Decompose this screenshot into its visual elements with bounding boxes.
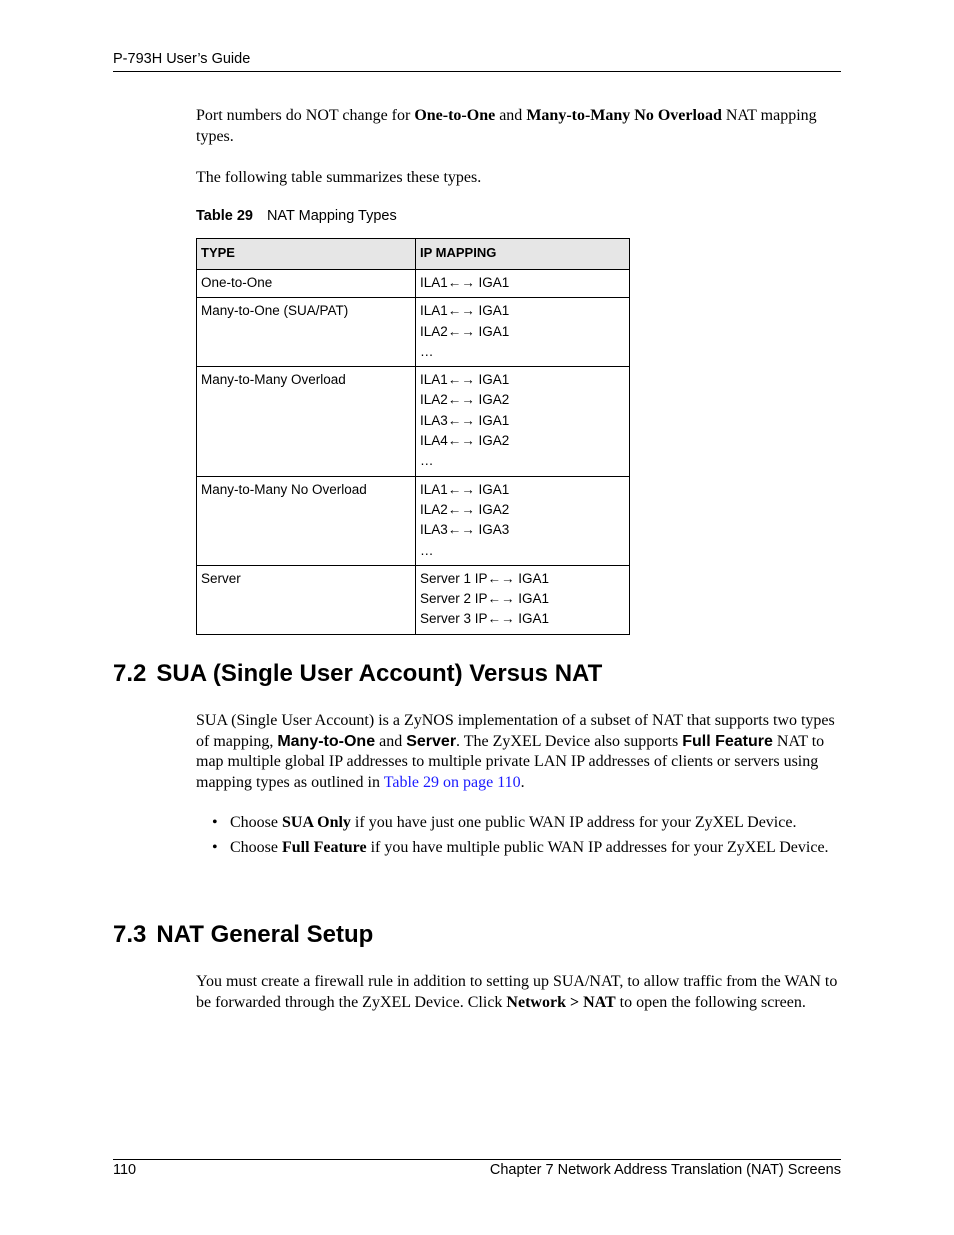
mapping-cell: ILA1←→ IGA1 ILA2←→ IGA2 ILA3←→ IGA1 ILA4←→ IGA2 …: [416, 367, 630, 476]
table-row: [197, 565, 630, 634]
intro-paragraph: Port numbers do NOT change for One-to-One and Many-to-Many No Overload NAT mapping types.: [196, 107, 817, 145]
mapping-cell: ILA1←→ IGA1 ILA2←→ IGA1 …: [416, 298, 630, 367]
chapter-title: Chapter 7 Network Address Translation (NAT) Screens: [489, 1162, 841, 1178]
table-row: [197, 270, 630, 298]
table-29-link[interactable]: Table 29 on page 110: [383, 773, 521, 791]
nat-setup-paragraph: You must create a firewall rule in addition to setting up SUA/NAT, to allow traffic from the WAN to be forwarded through the ZyXEL Device. Click Network > NAT to open the following screen.: [196, 973, 838, 1011]
mapping-cell: Server 1 IP←→ IGA1 Server 2 IP←→ IGA1 Server 3 IP←→ IGA1: [416, 565, 630, 634]
bullet-icon: •: [212, 838, 218, 856]
column-header-ip-mapping: IP MAPPING: [416, 239, 630, 270]
table-row: [197, 476, 630, 565]
type-cell: Server: [197, 565, 416, 634]
nat-mapping-table: [196, 238, 630, 635]
type-cell: Many-to-One (SUA/PAT): [197, 298, 416, 367]
list-item: • Choose Full Feature if you have multiple public WAN IP addresses for your ZyXEL Device.: [212, 838, 842, 859]
bullet-list: [212, 813, 842, 862]
list-item: • Choose SUA Only if you have just one public WAN IP address for your ZyXEL Device.: [212, 813, 842, 834]
section-heading-7-2: 7.2 SUA (Single User Account) Versus NAT: [113, 660, 603, 687]
type-cell: Many-to-Many No Overload: [197, 476, 416, 565]
mapping-cell: ILA1←→ IGA1 ILA2←→ IGA2 ILA3←→ IGA3 …: [416, 476, 630, 565]
table-header-row: [197, 239, 630, 270]
type-cell: Many-to-Many Overload: [197, 367, 416, 476]
mapping-cell: ILA1←→ IGA1: [416, 270, 630, 298]
running-header: P-793H User’s Guide: [113, 51, 251, 67]
page-number: 110: [113, 1162, 137, 1178]
sua-paragraph: SUA (Single User Account) is a ZyNOS implementation of a subset of NAT that supports two types of mapping, Many-to-One and Server. The ZyXEL Device also supports Full Feature NAT to map multiple global IP addresses to multiple private LAN IP addresses of clients or servers using mapping types as outlined in Table 29 on page 110.: [196, 712, 835, 791]
table-intro-paragraph: The following table summarizes these types.: [196, 169, 482, 186]
table-row: [197, 367, 630, 476]
table-row: [197, 298, 630, 367]
table-caption: Table 29 NAT Mapping Types: [196, 208, 397, 224]
footer-rule: [113, 1159, 841, 1160]
type-cell: One-to-One: [197, 270, 416, 298]
column-header-type: TYPE: [197, 239, 416, 270]
header-rule: [113, 71, 841, 72]
section-heading-7-3: 7.3 NAT General Setup: [113, 921, 374, 948]
bullet-icon: •: [212, 814, 218, 831]
